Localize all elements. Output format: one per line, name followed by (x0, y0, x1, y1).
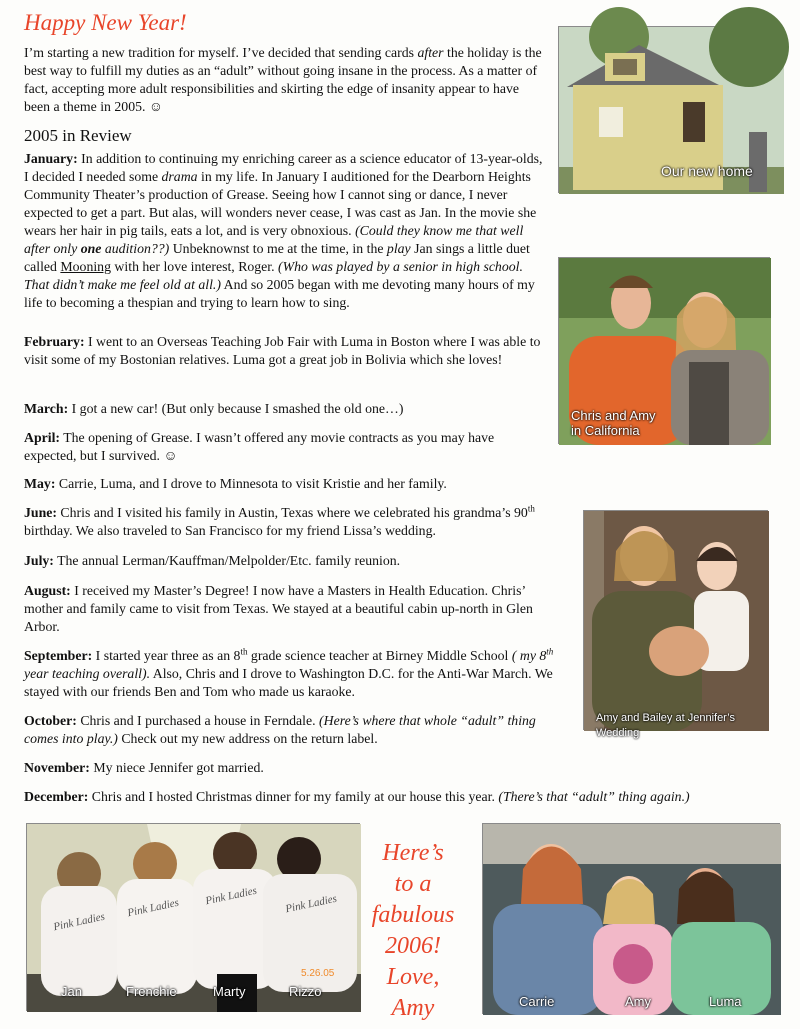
date-stamp: 5.26.05 (301, 968, 335, 979)
pink-ladies-photo (26, 823, 360, 1011)
friends-illustration (483, 824, 781, 1015)
chris-amy-caption: Chris and Amy in California (571, 408, 656, 438)
section-title: 2005 in Review (24, 126, 132, 145)
entry-february: February: I went to an Overseas Teaching Job Fair with Luma in Boston where I was able to visit some of my Bostonian relatives. Luma got a great job in Bolivia which she loves! (24, 334, 541, 367)
house-caption: Our new home (661, 163, 753, 179)
house-photo (558, 26, 783, 193)
entry-december: December: Chris and I hosted Christmas dinner for my family at our house this year. (There’s that “adult” thing again.) (24, 789, 690, 804)
jacket-label-marty: Pink Ladies (204, 884, 258, 908)
pink-ladies-caption-rizzo: Rizzo (289, 984, 322, 999)
jacket-label-jan: Pink Ladies (52, 910, 106, 934)
pink-ladies-caption-frenchie: Frenchie (126, 984, 177, 999)
entry-november: November: My niece Jennifer got married. (24, 760, 264, 775)
page-title: Happy New Year! (24, 10, 187, 35)
entry-september: September: I started year three as an 8th grade science teacher at Birney Middle School ( my 8th year teaching overall). Also, Chris and I drove to Washington D.C. for the Anti-War March. We stayed with our friends Ben and Tom who made us karaoke. (24, 646, 554, 699)
jacket-label-rizzo: Pink Ladies (284, 892, 338, 916)
entry-april: April: The opening of Grease. I wasn’t offered any movie contracts as you may have expected, but I survived. ☺ (24, 430, 495, 463)
closing-message (362, 838, 464, 1024)
entry-january: January: In addition to continuing my enriching career as a science educator of 13-year-olds, I decided I needed some drama in my life. In January I auditioned for the Dearborn Heights Community Theater’s production of Grease. Seeing how I cannot sing or dance, I never expected to get a part. But alas, will wonders never cease, I was cast as Jan. In the movie she wears her hair in pig tails, eats a lot, and is very obnoxious. (Could they know me that well after only one audition??) Unbeknownst to me at the time, in the play Jan sings a little duet called Mooning with her love interest, Roger. (Who was played by a senior in high school. That didn’t make me feel old at all.) And so 2005 began with me devoting many hours of my life to becoming a thespian and trying to learn how to sing. (24, 151, 543, 310)
friends-photo (482, 823, 780, 1014)
wedding-caption: Amy and Bailey at Jennifer’s Wedding (596, 712, 735, 739)
entry-august: August: I received my Master’s Degree! I now have a Masters in Health Education. Chris’ mother and family came to visit from Texas. We stayed at a beautiful cabin up-north in Glen Arbor. (24, 583, 533, 634)
intro-paragraph: I’m starting a new tradition for myself. I’ve decided that sending cards after the holiday is the best way to fulfill my duties as an “adult” without going insane in the process. As a matter of fact, accepting more adult responsibilities and skirting the edge of insanity appear to have been a theme in 2005. ☺ (24, 45, 542, 114)
closing-line: Amy (391, 995, 435, 1021)
entry-october: October: Chris and I purchased a house in Ferndale. (Here’s where that whole “adult” thing comes into play.) Check out my new address on the return label. (24, 713, 536, 746)
pink-ladies-caption-marty: Marty (213, 984, 246, 999)
entry-march: March: I got a new car! (But only because I smashed the old one…) (24, 401, 404, 416)
friends-caption-amy: Amy (625, 994, 651, 1009)
entry-june: June: Chris and I visited his family in Austin, Texas where we celebrated his grandma’s 90th birthday. We also traveled to San Francisco for my friend Lissa’s wedding. (24, 503, 535, 538)
jacket-label-frenchie: Pink Ladies (126, 896, 180, 920)
pink-ladies-caption-jan: Jan (61, 984, 82, 999)
friends-caption-carrie: Carrie (519, 994, 555, 1009)
closing-line: Love, (386, 964, 440, 990)
entry-may: May: Carrie, Luma, and I drove to Minnesota to visit Kristie and her family. (24, 476, 447, 491)
closing-line: 2006! (385, 933, 441, 959)
chris-amy-photo (558, 257, 770, 444)
closing-line: to a (394, 871, 432, 897)
closing-line: Here’s (382, 840, 444, 866)
entry-july: July: The annual Lerman/Kauffman/Melpolder/Etc. family reunion. (24, 553, 401, 568)
friends-caption-luma: Luma (709, 994, 742, 1009)
closing-line: fabulous (371, 902, 455, 928)
wedding-illustration (584, 511, 769, 731)
wedding-photo (583, 510, 768, 739)
